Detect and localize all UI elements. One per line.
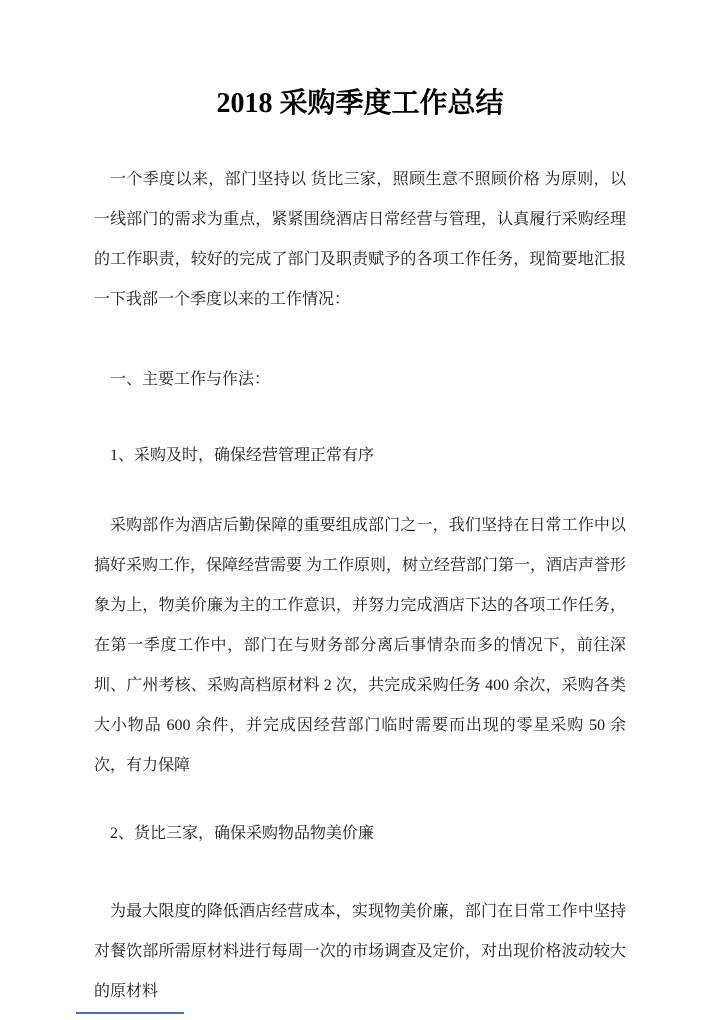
section-heading-main-work: 一、主要工作与作法： <box>110 371 271 388</box>
procurement-detail-paragraph: 采购部作为酒店后勤保障的重要组成部门之一，我们坚持在日常工作中以 搞好采购工作，保障经营需要 为工作原则，树立经营部门第一，酒店声誉形象为上，物美价廉为主的工作意识，并努力完成酒店下达的各项工作任务，在第一季度工作中，部门在与财务部分离后事情杂而多的情况下，前往深圳、广州考核、采购高档原材料 2 次，共完成采购任务 400 余次，采购各类大小物品 600 余件，并完成因经营部门临时需要而出现的零星采购 50 余次，有力保障 <box>94 517 627 774</box>
footer-blue-line <box>76 1012 184 1014</box>
cost-reduction-paragraph: 为最大限度的降低酒店经营成本，实现物美价廉，部门在日常工作中坚持对餐饮部所需原材料进行每周一次的市场调查及定价，对出现价格波动较大的原材料 <box>94 903 626 1000</box>
intro-paragraph: 一个季度以来，部门坚持以 货比三家，照顾生意不照顾价格 为原则，以一线部门的需求为重点，紧紧围绕酒店日常经营与管理，认真履行采购经理的工作职责，较好的完成了部门及职责赋予的各项工作任务，现简要地汇报一下我部一个季度以来的工作情况： <box>94 171 626 308</box>
document-title: 2018 采购季度工作总结 <box>216 88 504 119</box>
subsection-heading-compare-prices: 2、货比三家，确保采购物品物美价廉 <box>110 825 375 842</box>
document-content <box>94 0 626 1012</box>
subsection-heading-timely-procurement: 1、采购及时，确保经营管理正常有序 <box>110 447 375 464</box>
